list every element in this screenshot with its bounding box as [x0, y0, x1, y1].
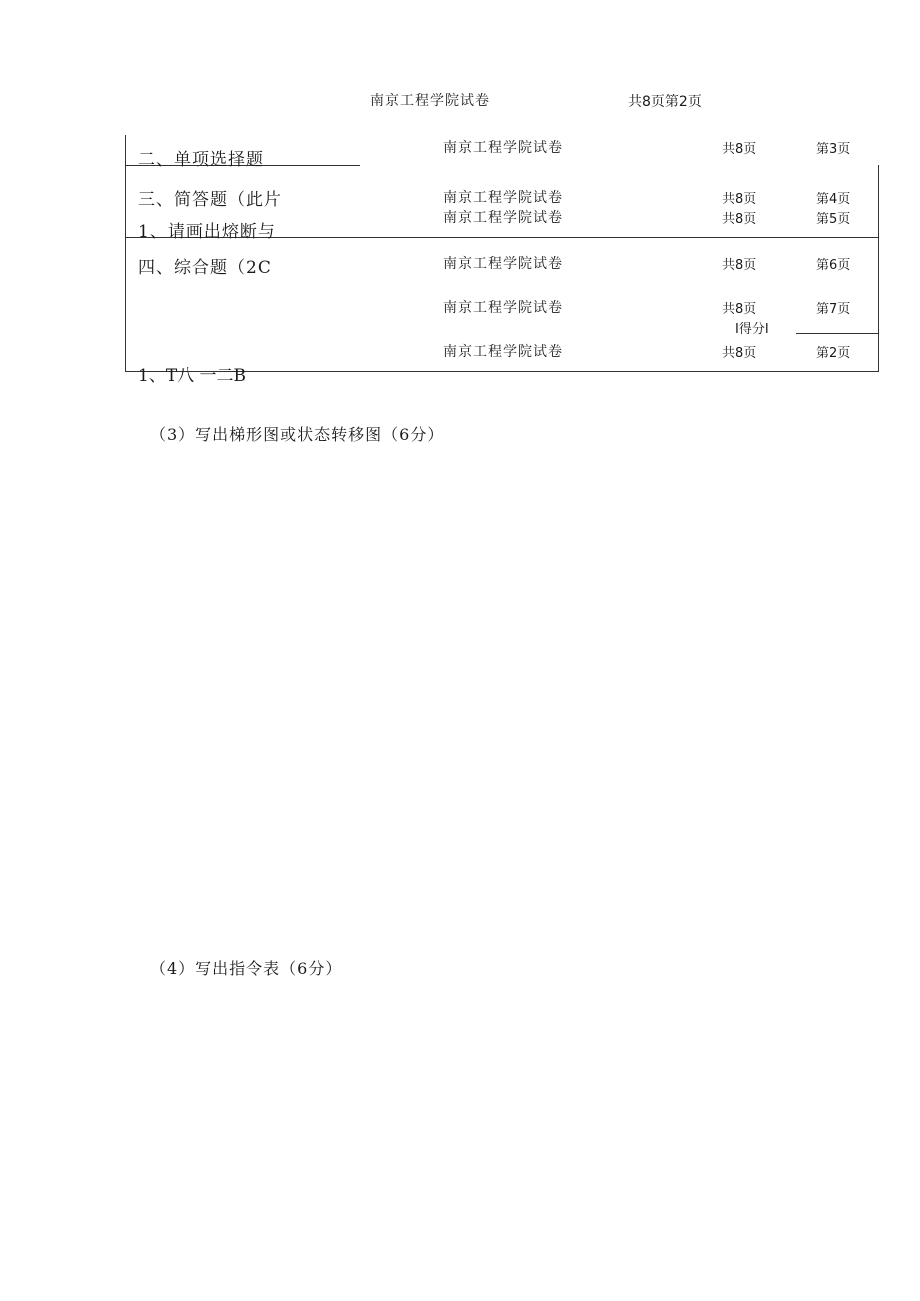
score-divider [796, 333, 879, 334]
header-pages: 共8页第2页 [628, 94, 702, 110]
page-header-total: 共8页 [722, 192, 757, 207]
header-school: 南京工程学院试卷 [370, 93, 490, 109]
page-header-school: 南京工程学院试卷 [443, 300, 563, 316]
page-header-number: 第7页 [816, 302, 851, 317]
page-header-school: 南京工程学院试卷 [443, 190, 563, 206]
question-4-instruction-list: （4）写出指令表（6分） [150, 959, 343, 978]
page-header-number: 第5页 [816, 212, 851, 227]
page-header-total: 共8页 [722, 302, 757, 317]
question-fuse: 1、请画出熔断与 [138, 222, 276, 242]
page-header-total: 共8页 [722, 346, 757, 361]
page-header-total: 共8页 [722, 142, 757, 157]
section-single-choice: 二、单项选择题 [138, 150, 264, 170]
question-3-ladder-diagram: （3）写出梯形图或状态转移图（6分） [150, 425, 445, 444]
box-right-border [878, 165, 879, 372]
page-header-number: 第3页 [816, 142, 851, 157]
page-header-school: 南京工程学院试卷 [443, 140, 563, 156]
page-header-number: 第4页 [816, 192, 851, 207]
page-header-school: 南京工程学院试卷 [443, 344, 563, 360]
page-header-number: 第6页 [816, 258, 851, 273]
clipped-line-text: 1、T八 一二B [138, 366, 247, 386]
page-header-school: 南京工程学院试卷 [443, 256, 563, 272]
page-header-total: 共8页 [722, 212, 757, 227]
page-header-total: 共8页 [722, 258, 757, 273]
score-label: I得分I [735, 322, 769, 337]
page-header-school: 南京工程学院试卷 [443, 210, 563, 226]
box-left-border [125, 135, 126, 372]
section-short-answer: 三、简答题（此片 [138, 190, 282, 210]
page-header-number: 第2页 [816, 346, 851, 361]
clipped-line [125, 355, 425, 386]
section-comprehensive: 四、综合题（2C [138, 258, 272, 278]
